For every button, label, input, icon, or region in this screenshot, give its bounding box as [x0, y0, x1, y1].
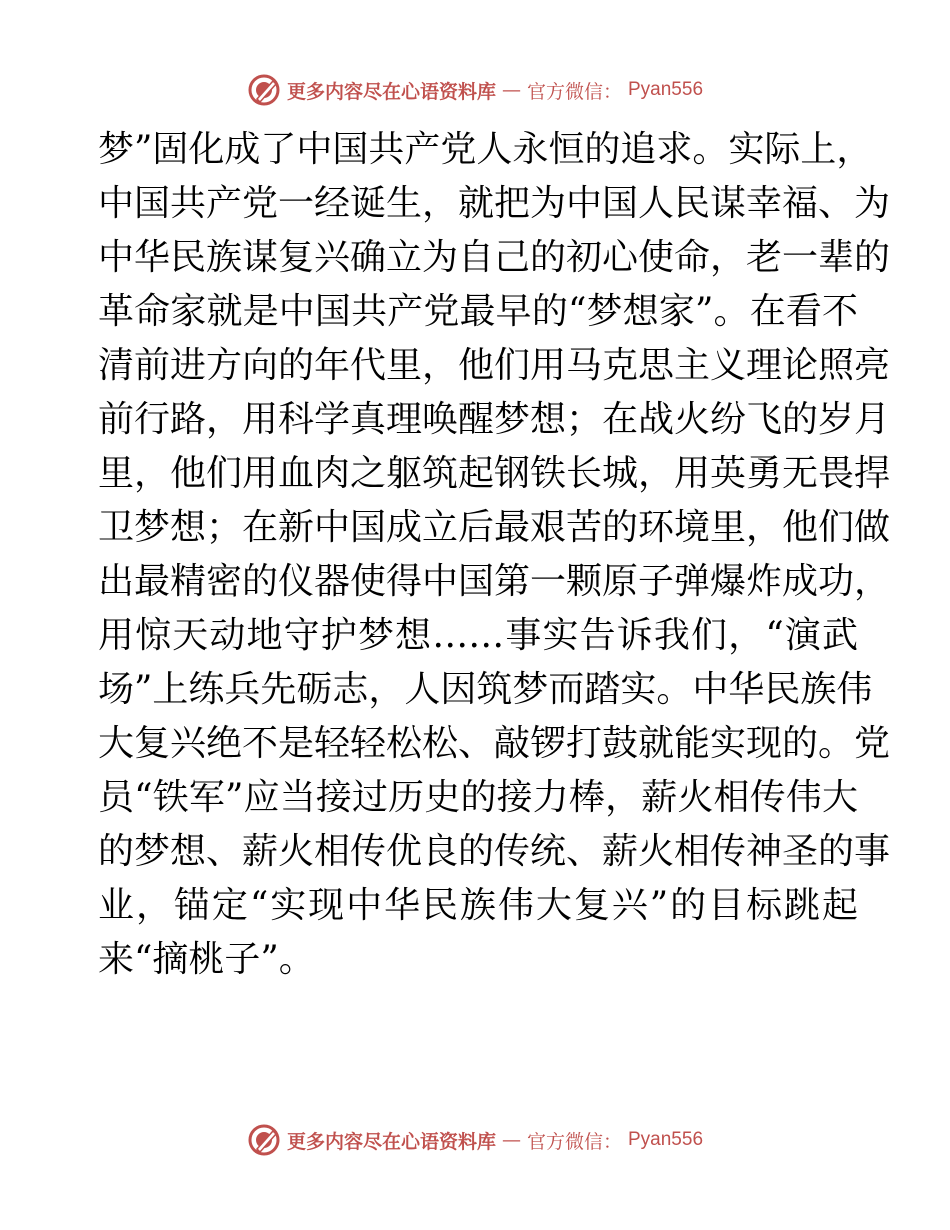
text-line: 用惊天动地守护梦想……事实告诉我们，“演武 — [98, 615, 858, 656]
pen-logo-icon — [247, 73, 281, 107]
text-line: 梦”固化成了中国共产党人永恒的追求。实际上， — [98, 129, 873, 170]
banner-slogan: 更多内容尽在心语资料库 — [286, 80, 496, 103]
banner-wechat-label: 官方微信： — [526, 80, 622, 103]
banner-wechat-label: 官方微信： — [526, 1130, 622, 1153]
text-line: 里，他们用血肉之躯筑起钢铁长城，用英勇无畏捍 — [98, 453, 891, 494]
text-line: 清前进方向的年代里，他们用马克思主义理论照亮 — [98, 345, 891, 386]
text-line: 中国共产党一经诞生，就把为中国人民谋幸福、为 — [98, 183, 891, 224]
text-line: 出最精密的仪器使得中国第一颗原子弹爆炸成功， — [98, 561, 891, 602]
banner-wechat-id: Pyan556 — [628, 1129, 704, 1150]
text-line-last: 来“摘桃子”。 — [98, 939, 315, 980]
text-line: 业，锚定“实现中华民族伟大复兴”的目标跳起 — [98, 885, 858, 926]
footer-banner — [0, 1120, 950, 1160]
body-text — [98, 123, 891, 987]
text-line: 卫梦想；在新中国成立后最艰苦的环境里，他们做 — [98, 507, 891, 548]
text-line: 中华民族谋复兴确立为自己的初心使命，老一辈的 — [98, 237, 891, 278]
text-line: 的梦想、薪火相传优良的传统、薪火相传神圣的事 — [98, 831, 891, 872]
footer-banner-content — [247, 1123, 703, 1157]
banner-wechat-id: Pyan556 — [628, 79, 704, 100]
text-line: 前行路，用科学真理唤醒梦想；在战火纷飞的岁月 — [98, 399, 891, 440]
text-line: 场”上练兵先砺志，人因筑梦而踏实。中华民族伟 — [98, 669, 873, 710]
header-banner — [0, 70, 950, 110]
banner-dash: — — [501, 79, 521, 101]
banner-dash: — — [501, 1129, 521, 1151]
text-line: 员“铁军”应当接过历史的接力棒，薪火相传伟大 — [98, 777, 858, 818]
text-line: 大复兴绝不是轻轻松松、敲锣打鼓就能实现的。党 — [98, 723, 891, 764]
header-banner-content — [247, 73, 703, 107]
pen-logo-icon — [247, 1123, 281, 1157]
banner-slogan: 更多内容尽在心语资料库 — [286, 1130, 496, 1153]
text-line: 革命家就是中国共产党最早的“梦想家”。在看不 — [98, 291, 858, 332]
